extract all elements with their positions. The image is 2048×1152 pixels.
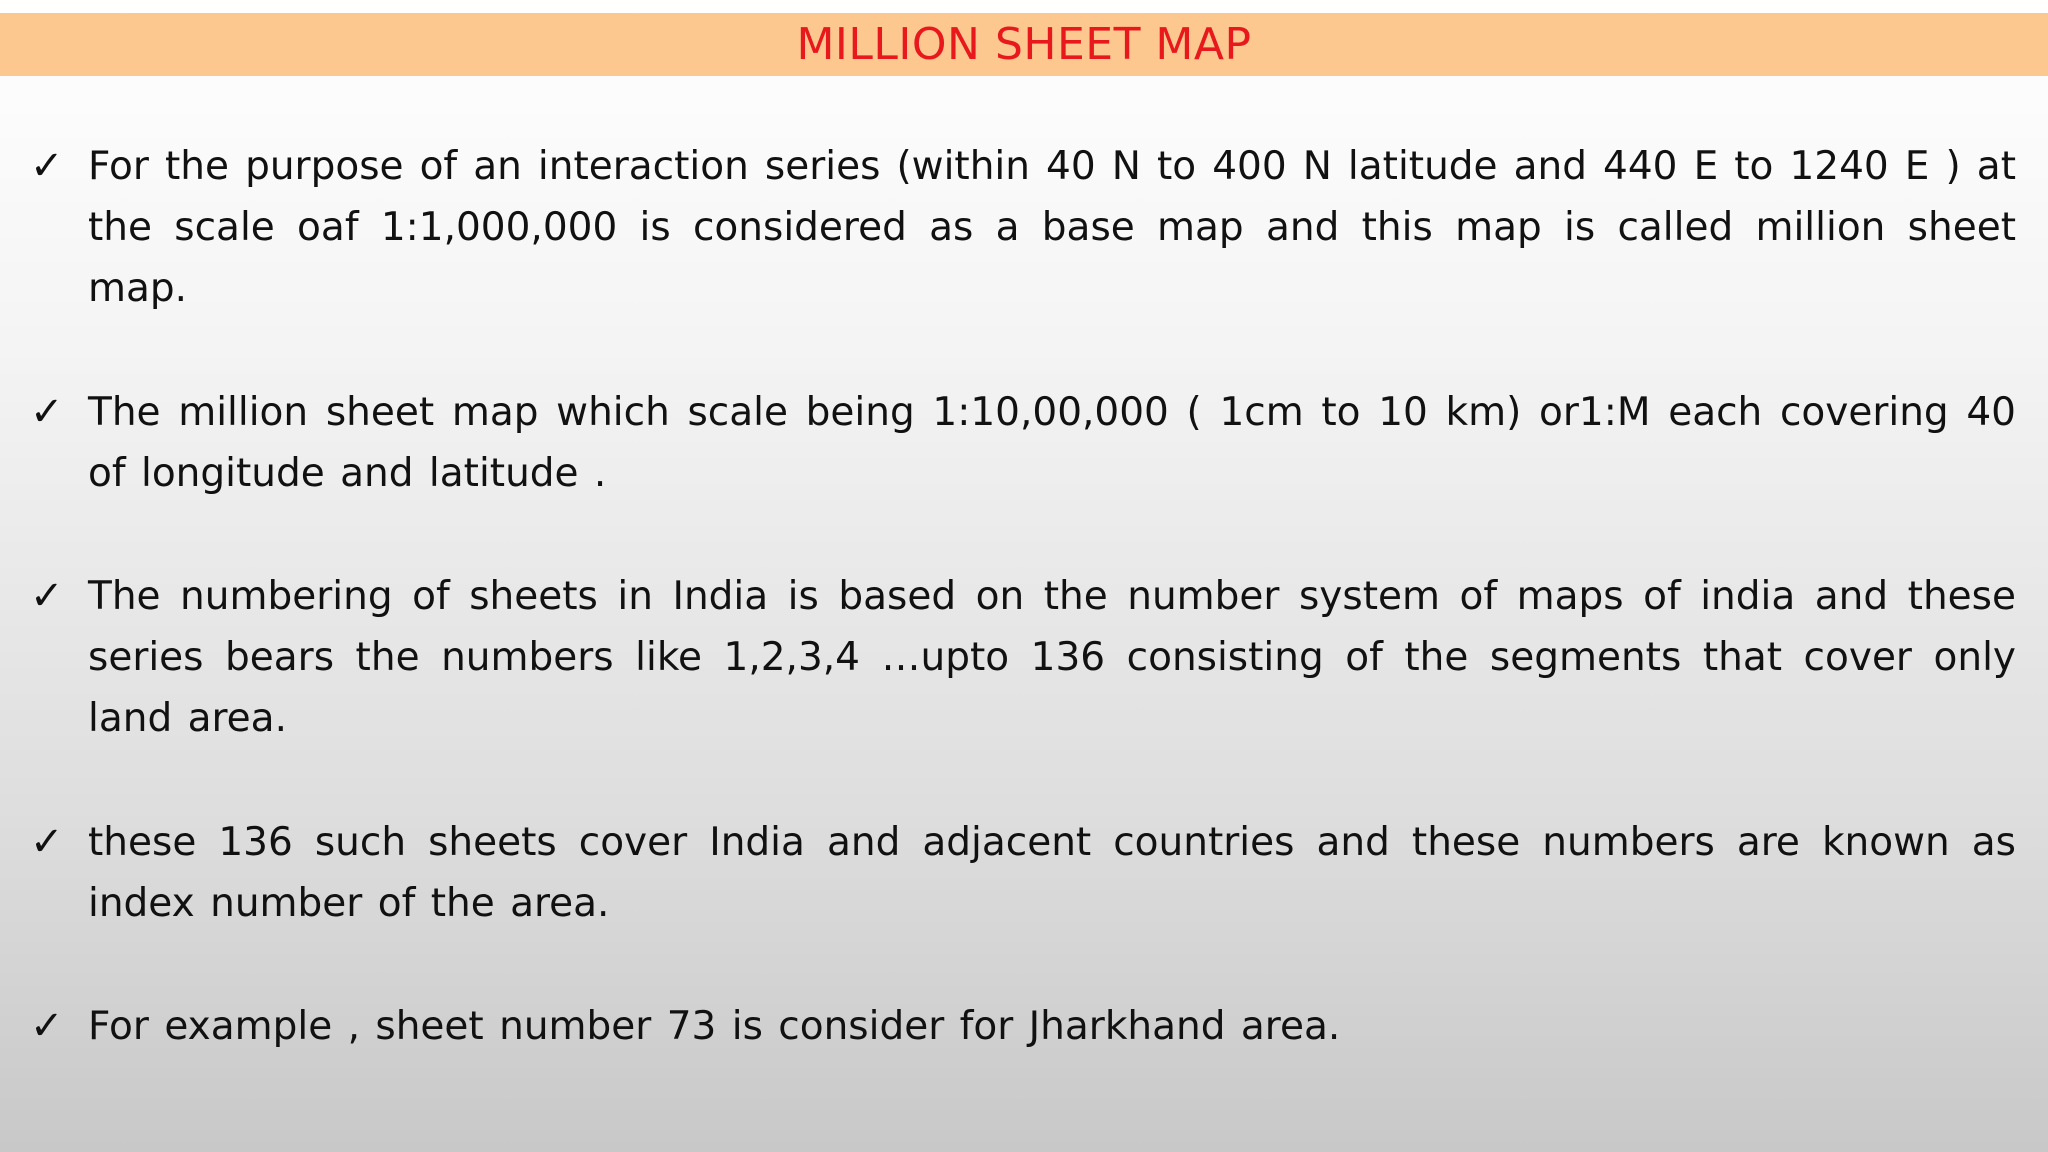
bullet-item-4 xyxy=(30,812,2018,934)
checkmark-icon: ✓ xyxy=(30,143,64,189)
bullet-item-5 xyxy=(30,996,2018,1057)
bullet-text-4: these 136 such sheets cover India and adjacent countries and these numbers are known as index number of the area. xyxy=(88,820,2016,926)
bullet-item-2 xyxy=(30,382,2018,504)
bullet-text-5: For example , sheet number 73 is consider for Jharkhand area. xyxy=(88,1004,1341,1049)
checkmark-icon: ✓ xyxy=(30,573,64,619)
checkmark-icon: ✓ xyxy=(30,389,64,435)
checkmark-icon: ✓ xyxy=(30,1003,64,1049)
bullet-item-1 xyxy=(30,136,2018,319)
bullet-item-3 xyxy=(30,566,2018,749)
slide-title: MILLION SHEET MAP xyxy=(796,19,1252,70)
bullet-text-2: The million sheet map which scale being 1:10,00,000 ( 1cm to 10 km) or1:M each covering 40 of longitude and latitude . xyxy=(88,390,2016,496)
bullet-text-1: For the purpose of an interaction series (within 40 N to 400 N latitude and 440 E to 1240 E ) at the scale oaf 1:1,000,000 is considered as a base map and this map is called million sheet map. xyxy=(88,144,2016,311)
checkmark-icon: ✓ xyxy=(30,819,64,865)
bullet-text-3: The numbering of sheets in India is based on the number system of maps of india and these series bears the numbers like 1,2,3,4 …upto 136 consisting of the segments that cover only land area. xyxy=(88,574,2016,741)
title-bar xyxy=(0,13,2048,76)
